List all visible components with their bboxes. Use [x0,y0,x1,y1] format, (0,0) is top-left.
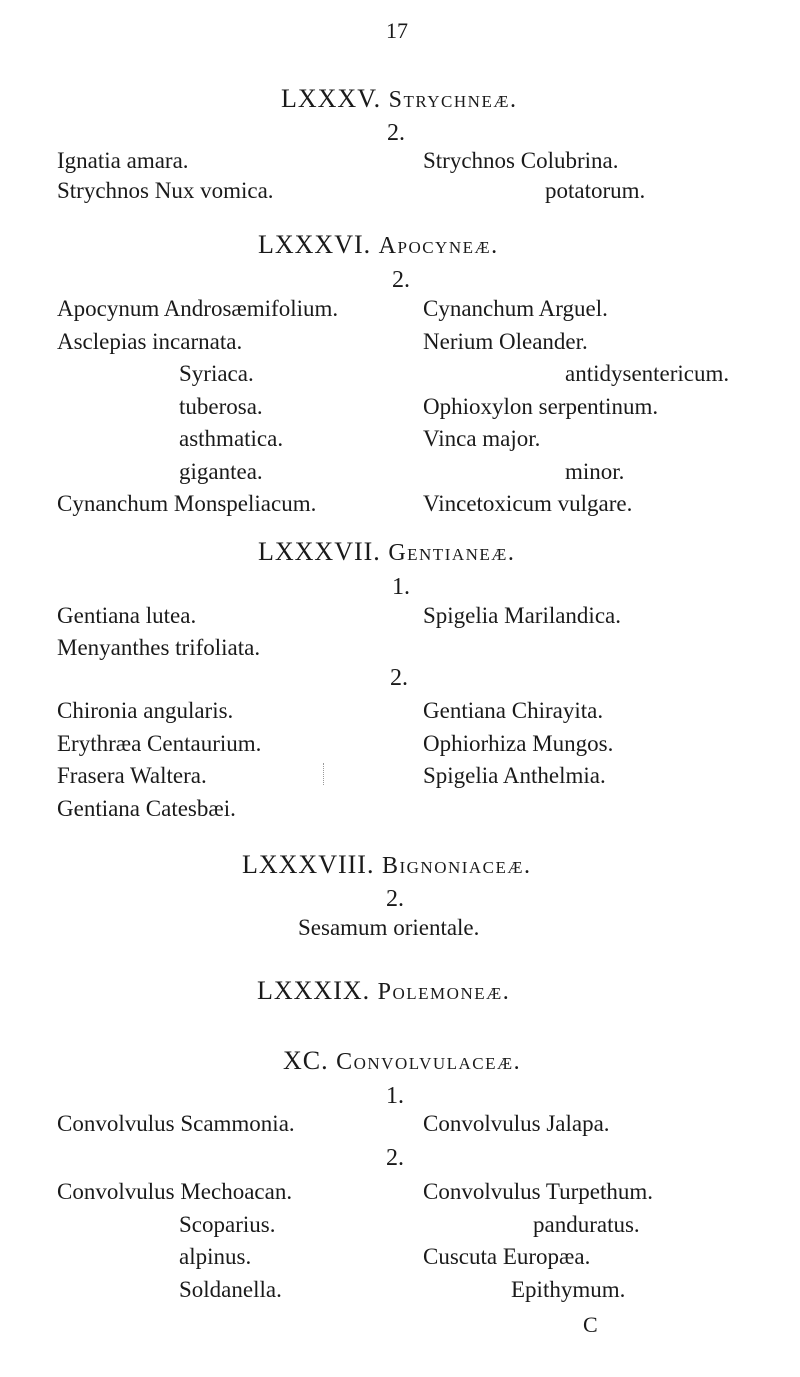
left-column [57,695,261,825]
plant-name: Cynanchum Arguel. [423,296,608,321]
plant-name: Ophiorhiza Mungos. [423,730,614,756]
group-number: 2. [386,1145,404,1171]
plant-name: Erythræa Centaurium. [57,730,262,756]
left-column [57,1109,295,1139]
plant-name: asthmatica. [179,426,284,451]
section-title: Polemoneæ. [377,979,511,1005]
plant-name: alpinus. [179,1244,252,1269]
plant-name: gigantea. [179,458,263,484]
section-numeral: XC. [283,1046,329,1075]
plant-name: Sesamum orientale. [298,915,480,940]
right-column [423,600,621,632]
group-number: 2. [392,267,410,293]
plant-name: antidysentericum. [565,361,730,386]
section-heading-gentianeae [258,537,515,567]
plant-name: Asclepias incarnata. [57,328,243,354]
section-numeral: LXXXVI. [258,230,372,259]
plant-name: potatorum. [545,178,646,203]
group-number: 2. [386,886,404,912]
plant-name: Ignatia amara. [57,148,189,173]
section-heading-strychneae [281,84,517,114]
plant-name: Gentiana lutea. [57,603,197,628]
plant-name: panduratus. [533,1211,640,1237]
section-title: Strychneæ. [388,87,518,113]
plant-name: Spigelia Marilandica. [423,603,621,628]
plant-name: Syriaca. [179,361,254,386]
right-column [423,1176,653,1306]
plant-name: Strychnos Nux vomica. [57,178,274,203]
plant-name: Strychnos Colubrina. [423,148,619,173]
plant-name: Convolvulus Jalapa. [423,1111,610,1136]
section-heading-bignoniaceae [242,850,532,880]
section-title: Convolvulaceæ. [336,1049,522,1075]
plant-name: Epithymum. [511,1276,626,1302]
plant-name: Convolvulus Mechoacan. [57,1179,293,1204]
left-column [57,146,274,206]
section-heading-polemoneae [257,976,510,1006]
plant-name: Convolvulus Turpethum. [423,1179,654,1204]
right-column [423,1109,610,1139]
group-number: 2. [387,120,405,146]
plant-name: Gentiana Chirayita. [423,698,604,723]
section-numeral: LXXXVII. [258,537,381,566]
section-numeral: LXXXVIII. [242,850,375,879]
right-column [423,146,645,206]
plant-name: Nerium Oleander. [423,328,588,354]
right-column [423,293,729,521]
section-title: Bignoniaceæ. [381,853,532,879]
plant-name: Vincetoxicum vulgare. [423,491,633,516]
plant-name: Soldanella. [179,1276,282,1302]
left-column [57,600,260,664]
plant-name: Ophioxylon serpentinum. [423,393,659,419]
section-numeral: LXXXIX. [257,976,371,1005]
plant-name: Chironia angularis. [57,698,234,723]
plant-name: Frasera Waltera. [57,763,207,788]
plant-name: Cuscuta Europæa. [423,1244,591,1269]
section-numeral: LXXXV. [281,84,382,113]
group-number: 1. [392,574,410,600]
group-number: 2. [390,665,408,691]
left-column [57,1176,292,1306]
plant-name: minor. [565,458,625,484]
plant-name: tuberosa. [179,393,263,419]
section-title: Apocyneæ. [378,233,499,259]
group-number: 1. [386,1083,404,1109]
plant-name: Convolvulus Scammonia. [57,1111,295,1136]
section-heading-apocyneae [258,230,499,260]
plant-name: Spigelia Anthelmia. [423,763,606,788]
signature-mark: C [583,1312,598,1337]
left-column [57,293,338,521]
page-number: 17 [386,18,408,43]
bracket-mark [323,763,327,785]
section-title: Gentianeæ. [388,540,516,566]
plant-name: Menyanthes trifoliata. [57,635,261,660]
plant-name: Cynanchum Monspeliacum. [57,491,317,516]
plant-name: Apocynum Androsæmifolium. [57,296,339,321]
plant-name: Scoparius. [179,1211,276,1237]
plant-name: Gentiana Catesbæi. [57,795,236,821]
section-heading-convolvulaceae [283,1046,521,1076]
plant-name: Vinca major. [423,426,541,451]
right-column [423,695,613,793]
